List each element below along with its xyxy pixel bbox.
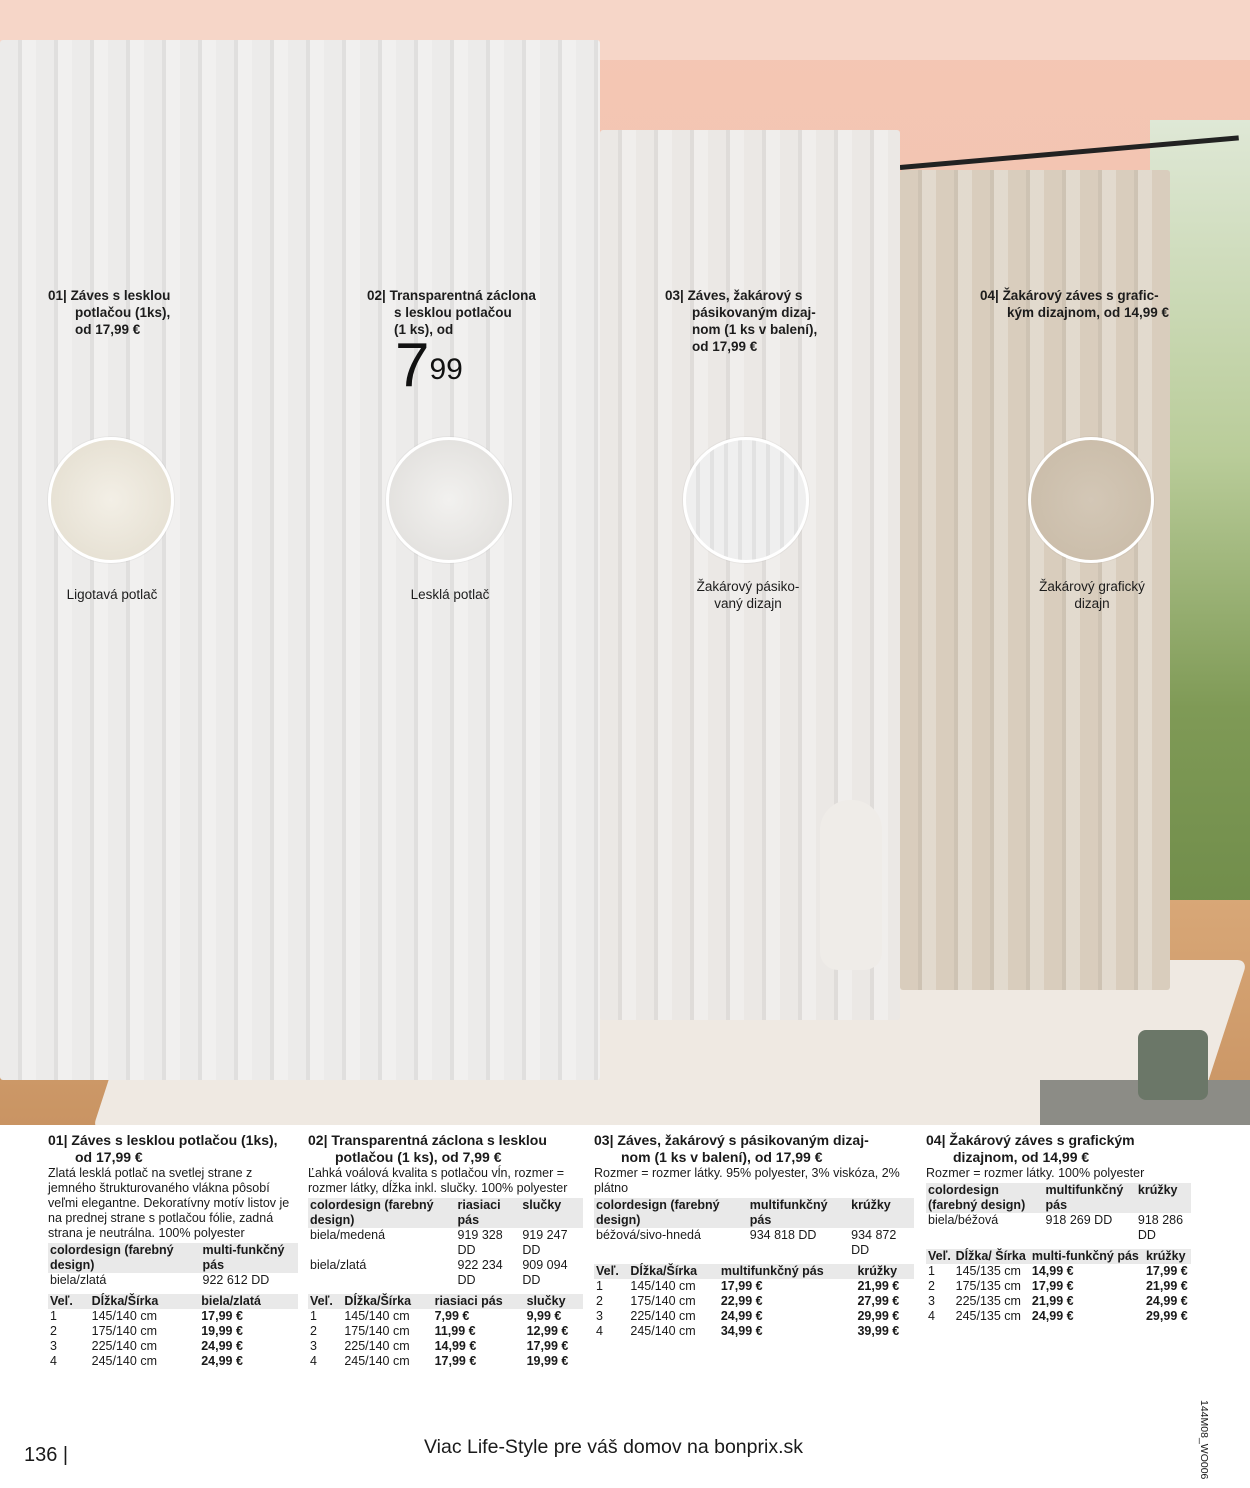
detail-circle-03 xyxy=(683,437,809,563)
callout-03: 03| Záves, žakárový s pásikovaným dizaj- nom (1 ks v balení), od 17,99 € xyxy=(665,288,818,354)
detail-circle-04 xyxy=(1028,437,1154,563)
product-description-04: Rozmer = rozmer látky. 100% polyester xyxy=(926,1166,1145,1180)
product-column-04 xyxy=(926,1132,1191,1324)
detail-label-03: Žakárový pásiko- vaný dizajn xyxy=(696,579,800,611)
detail-label-01: Ligotavá potlač xyxy=(66,587,158,602)
catalog-code: 144M08_WO006 xyxy=(1198,1400,1210,1480)
detail-label-04: Žakárový grafický dizajn xyxy=(1039,579,1145,611)
price-02: $7^{99}$ xyxy=(395,331,463,400)
product-description-01: Zlatá lesklá potlač na svetlej strane z jemného štrukturovaného vlákna pôsobí veľmi elegantne. Dekoratívny motív listov je na prednej strane s potlačou fólie, zadná strana je neutrálna. 100% polyester xyxy=(48,1166,290,1240)
size-table-03: Veľ. Dĺžka/Šírka multifunkčný pás krúžky 1 145/140 cm 17,99 € 21,99 € 2 175/140 cm 22,99 € 27,99 € 3 225/140 cm 24,99 € 29,99 € 4 245/140 cm 34,99 € 39,99 € xyxy=(594,1264,914,1339)
product-title-02: 02| Transparentná záclona s lesklou potlačou (1 ks), od 7,99 € xyxy=(308,1132,547,1165)
product-column-02 xyxy=(308,1132,583,1369)
size-table-04: Veľ. Dĺžka/ Šírka multi-funkčný pás krúžky 1 145/135 cm 14,99 € 17,99 € 2 175/135 cm 17,99 € 21,99 € 3 225/135 cm 21,99 € 24,99 € 4 245/135 cm 24,99 € 29,99 € xyxy=(926,1249,1191,1324)
color-table-01: colordesign (farebný design) multi-funkčný pás biela/zlatá 922 612 DD xyxy=(48,1243,298,1288)
page-number: 136 | xyxy=(24,1444,69,1466)
product-description-02: Ľahká voálová kvalita s potlačou vĺn, rozmer = rozmer látky, dĺžka inkl. slučky. 100% polyester xyxy=(308,1166,568,1195)
callout-01: 01| Záves s lesklou potlačou (1ks), od 17,99 € xyxy=(48,288,171,337)
detail-circle-01 xyxy=(48,437,174,563)
color-table-02: colordesign (farebný design) riasiaci pás slučky biela/medená 919 328 DD 919 247 DD biela/zlatá 922 234 DD 909 094 DD xyxy=(308,1198,583,1288)
product-description-03: Rozmer = rozmer látky. 95% polyester, 3% viskóza, 2% plátno xyxy=(594,1166,900,1195)
product-title-03: 03| Záves, žakárový s pásikovaným dizaj- nom (1 ks v balení), od 17,99 € xyxy=(594,1132,869,1165)
color-table-03: colordesign (farebný design) multifunkčný pás krúžky béžová/sivo-hnedá 934 818 DD 934 872 DD xyxy=(594,1198,914,1258)
curtain-01 xyxy=(0,40,600,1080)
callout-04: 04| Žakárový záves s grafic- kým dizajnom, od 14,99 € xyxy=(980,288,1170,320)
callout-02: 02| Transparentná záclona s lesklou potlačou (1 ks), od xyxy=(367,288,536,337)
product-column-03 xyxy=(594,1132,914,1339)
candle-holder xyxy=(1138,1030,1208,1100)
product-title-01: 01| Záves s lesklou potlačou (1ks), od 17,99 € xyxy=(48,1132,278,1165)
detail-label-02: Lesklá potlač xyxy=(410,587,490,602)
size-table-01: Veľ. Dĺžka/Šírka biela/zlatá 1 145/140 cm 17,99 € 2 175/140 cm 19,99 € 3 225/140 cm 24,99 € 4 245/140 cm 24,99 € xyxy=(48,1294,298,1369)
detail-circle-02 xyxy=(386,437,512,563)
vase xyxy=(820,800,882,970)
product-column-01 xyxy=(48,1132,298,1369)
size-table-02: Veľ. Dĺžka/Šírka riasiaci pás slučky 1 145/140 cm 7,99 € 9,99 € 2 175/140 cm 11,99 € 12,99 € 3 225/140 cm 14,99 € 17,99 € 4 245/140 cm 17,99 € 19,99 € xyxy=(308,1294,583,1369)
product-title-04: 04| Žakárový záves s grafickým dizajnom, od 14,99 € xyxy=(926,1132,1135,1165)
footer-tagline: Viac Life-Style pre váš domov na bonprix.sk xyxy=(424,1436,803,1458)
color-table-04: colordesign (farebný design) multifunkčný pás krúžky biela/béžová 918 269 DD 918 286 DD xyxy=(926,1183,1191,1243)
